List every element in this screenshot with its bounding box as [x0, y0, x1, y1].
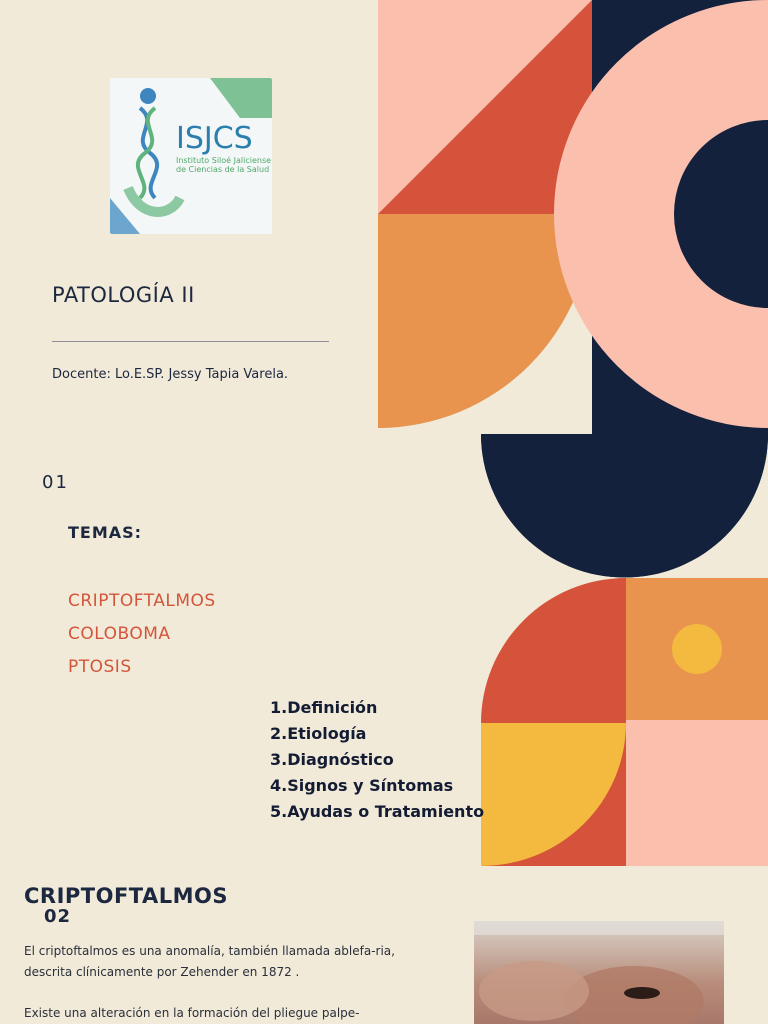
topics-list	[68, 585, 216, 684]
topic-item: CRIPTOFTALMOS	[68, 591, 216, 611]
paragraph-1: El criptoftalmos es una anomalía, también llamada ablefa-ria, descrita clínicamente por Zehender en 1872 .	[24, 944, 395, 979]
topic-item: PTOSIS	[68, 657, 132, 677]
step-item: 3.Diagnóstico	[270, 750, 394, 769]
steps-list	[270, 695, 484, 825]
step-item: 5.Ayudas o Tratamiento	[270, 802, 485, 821]
navy-bowl	[481, 434, 768, 578]
dot-icon	[140, 88, 156, 104]
section-title: CRIPTOFTALMOS	[24, 884, 229, 908]
section-number-01: 01	[42, 472, 69, 493]
logo-abbreviation: ISJCS	[176, 121, 253, 156]
logo-institution-name: Instituto Siloé Jaliciense de Ciencias de la Salud	[176, 156, 272, 174]
topics-heading: TEMAS:	[68, 523, 143, 542]
paragraph-2: Existe una alteración en la formación del pliegue palpe-	[24, 1006, 360, 1020]
divider	[52, 341, 329, 342]
yellow-dot	[672, 624, 722, 674]
topic-item: COLOBOMA	[68, 624, 171, 644]
step-item: 2.Etiología	[270, 724, 367, 743]
photo-graphic	[474, 921, 724, 1024]
institution-logo	[110, 78, 272, 234]
section-number-02: 02	[44, 906, 72, 927]
course-title: PATOLOGÍA II	[52, 283, 195, 307]
step-item: 1.Definición	[270, 698, 378, 717]
teacher-name: Docente: Lo.E.SP. Jessy Tapia Varela.	[52, 367, 289, 382]
patient-photo	[474, 921, 724, 1024]
eye-icon	[624, 987, 660, 999]
step-item: 4.Signos y Síntomas	[270, 776, 454, 795]
